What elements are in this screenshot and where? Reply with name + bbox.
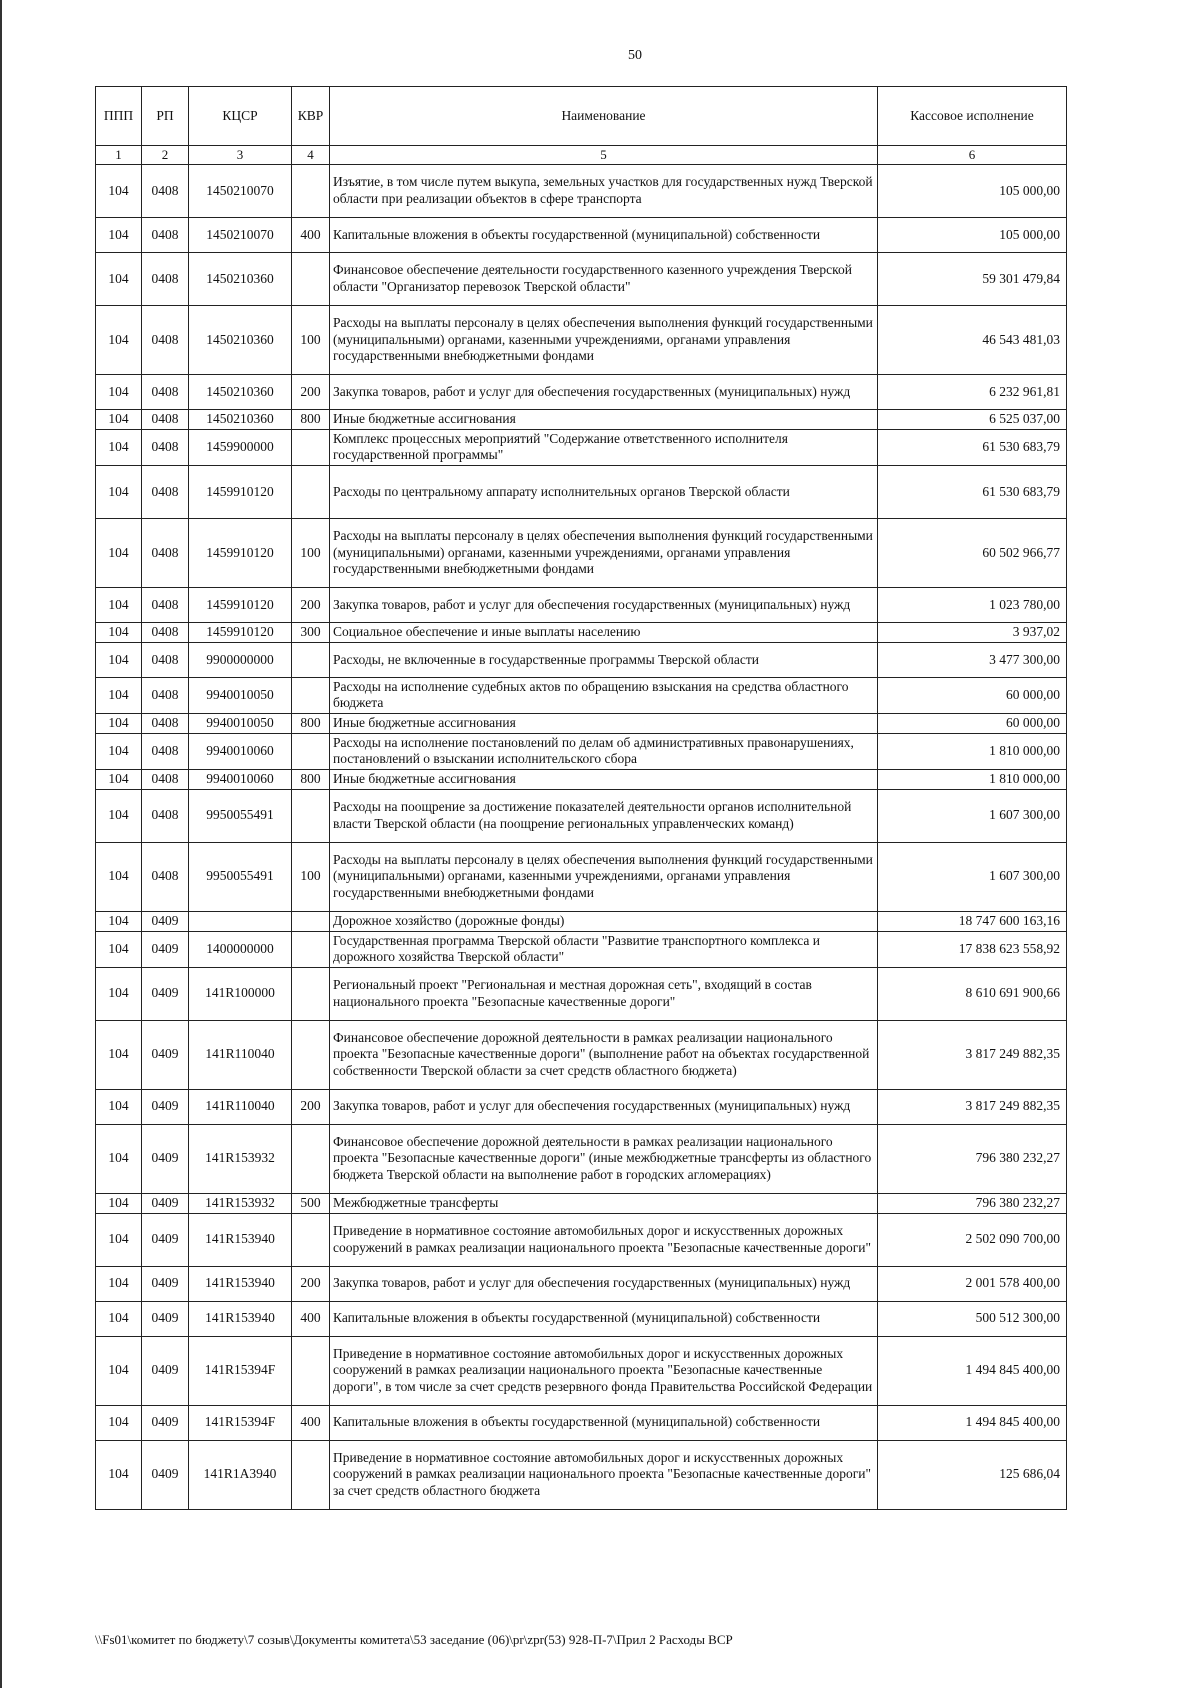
header-rp: РП [142, 87, 189, 146]
header-number: 3 [189, 146, 292, 165]
cell-kcsr: 141R153940 [189, 1213, 292, 1266]
table-row [96, 931, 1067, 967]
cell-rp: 0408 [142, 713, 189, 733]
cell-sum: 8 610 691 900,66 [878, 967, 1067, 1020]
cell-kcsr: 1450210360 [189, 252, 292, 305]
cell-kcsr: 9950055491 [189, 789, 292, 842]
cell-ppp: 104 [96, 1266, 142, 1301]
cell-kvr [292, 1124, 330, 1193]
table-row [96, 967, 1067, 1020]
cell-sum: 796 380 232,27 [878, 1124, 1067, 1193]
cell-kcsr: 1450210070 [189, 217, 292, 252]
table-body [96, 164, 1067, 1509]
cell-sum: 3 937,02 [878, 622, 1067, 642]
cell-sum: 796 380 232,27 [878, 1193, 1067, 1213]
cell-name: Социальное обеспечение и иные выплаты населению [330, 622, 878, 642]
cell-ppp: 104 [96, 1193, 142, 1213]
cell-kcsr: 9940010050 [189, 677, 292, 713]
cell-kcsr: 1400000000 [189, 931, 292, 967]
table-row [96, 518, 1067, 587]
cell-kvr [292, 429, 330, 465]
cell-kvr [292, 931, 330, 967]
cell-kvr [292, 1336, 330, 1405]
cell-kcsr: 141R153940 [189, 1301, 292, 1336]
cell-name: Закупка товаров, работ и услуг для обеспечения государственных (муниципальных) нужд [330, 587, 878, 622]
cell-kcsr: 1450210360 [189, 305, 292, 374]
cell-name: Расходы на выплаты персоналу в целях обеспечения выполнения функций государственными (муниципальными) органами, казенными учреждениями, органами управления государственными внебюджетными фондами [330, 842, 878, 911]
cell-rp: 0409 [142, 1266, 189, 1301]
table-row [96, 1124, 1067, 1193]
cell-sum: 6 525 037,00 [878, 409, 1067, 429]
cell-rp: 0409 [142, 1124, 189, 1193]
cell-sum: 60 502 966,77 [878, 518, 1067, 587]
cell-sum: 46 543 481,03 [878, 305, 1067, 374]
cell-rp: 0408 [142, 789, 189, 842]
cell-sum: 1 607 300,00 [878, 842, 1067, 911]
cell-name: Расходы на исполнение судебных актов по обращению взыскания на средства областного бюджета [330, 677, 878, 713]
cell-ppp: 104 [96, 252, 142, 305]
cell-ppp: 104 [96, 967, 142, 1020]
cell-name: Финансовое обеспечение дорожной деятельности в рамках реализации национального проекта "Безопасные качественные дороги" (выполнение работ на объектах государственной собственности Тверской области за счет средств областного бюджета) [330, 1020, 878, 1089]
cell-kvr: 100 [292, 842, 330, 911]
table-row [96, 1089, 1067, 1124]
budget-table-container [95, 86, 1066, 1510]
cell-name: Капитальные вложения в объекты государственной (муниципальной) собственности [330, 1301, 878, 1336]
table-row [96, 305, 1067, 374]
cell-sum: 105 000,00 [878, 217, 1067, 252]
cell-sum: 1 810 000,00 [878, 733, 1067, 769]
table-row [96, 465, 1067, 518]
cell-ppp: 104 [96, 1405, 142, 1440]
table-row [96, 1213, 1067, 1266]
cell-sum: 1 494 845 400,00 [878, 1336, 1067, 1405]
cell-kvr: 800 [292, 713, 330, 733]
table-row [96, 1336, 1067, 1405]
cell-rp: 0408 [142, 622, 189, 642]
cell-kcsr: 1450210360 [189, 409, 292, 429]
cell-sum: 61 530 683,79 [878, 429, 1067, 465]
cell-ppp: 104 [96, 518, 142, 587]
cell-kcsr: 1459910120 [189, 465, 292, 518]
cell-ppp: 104 [96, 769, 142, 789]
cell-name: Иные бюджетные ассигнования [330, 713, 878, 733]
header-row [96, 87, 1067, 146]
cell-name: Капитальные вложения в объекты государственной (муниципальной) собственности [330, 1405, 878, 1440]
header-number: 2 [142, 146, 189, 165]
cell-ppp: 104 [96, 429, 142, 465]
cell-sum: 6 232 961,81 [878, 374, 1067, 409]
cell-rp: 0409 [142, 1440, 189, 1509]
cell-kcsr: 1450210070 [189, 164, 292, 217]
cell-name: Расходы по центральному аппарату исполнительных органов Тверской области [330, 465, 878, 518]
table-row [96, 842, 1067, 911]
header-number: 1 [96, 146, 142, 165]
cell-kcsr: 1459910120 [189, 587, 292, 622]
cell-rp: 0408 [142, 409, 189, 429]
table-row [96, 642, 1067, 677]
cell-sum: 61 530 683,79 [878, 465, 1067, 518]
cell-name: Приведение в нормативное состояние автомобильных дорог и искусственных дорожных сооружений в рамках реализации национального проекта "Безопасные качественные дороги" за счет средств областного бюджета [330, 1440, 878, 1509]
table-row [96, 1301, 1067, 1336]
cell-rp: 0409 [142, 967, 189, 1020]
budget-expenditure-table [95, 86, 1067, 1510]
cell-sum: 60 000,00 [878, 713, 1067, 733]
cell-sum: 1 494 845 400,00 [878, 1405, 1067, 1440]
cell-name: Закупка товаров, работ и услуг для обеспечения государственных (муниципальных) нужд [330, 1089, 878, 1124]
header-cash-execution: Кассовое исполнение [878, 87, 1067, 146]
table-row [96, 409, 1067, 429]
header-kcsr: КЦСР [189, 87, 292, 146]
cell-kvr: 400 [292, 217, 330, 252]
cell-name: Иные бюджетные ассигнования [330, 409, 878, 429]
cell-kvr: 500 [292, 1193, 330, 1213]
footer-file-path: \\Fs01\комитет по бюджету\7 созыв\Документы комитета\53 заседание (06)\pr\zpr(53) 928-П-7\Прил 2 Расходы ВСР [95, 1632, 733, 1647]
cell-rp: 0408 [142, 429, 189, 465]
cell-ppp: 104 [96, 217, 142, 252]
header-number: 5 [330, 146, 878, 165]
cell-name: Дорожное хозяйство (дорожные фонды) [330, 911, 878, 931]
table-row [96, 1193, 1067, 1213]
cell-sum: 17 838 623 558,92 [878, 931, 1067, 967]
cell-kvr [292, 164, 330, 217]
cell-rp: 0409 [142, 1336, 189, 1405]
cell-rp: 0408 [142, 733, 189, 769]
table-row [96, 252, 1067, 305]
cell-ppp: 104 [96, 1301, 142, 1336]
header-number-row [96, 146, 1067, 165]
cell-sum: 3 817 249 882,35 [878, 1020, 1067, 1089]
cell-name: Изъятие, в том числе путем выкупа, земельных участков для государственных нужд Тверской области при реализации объектов в сфере транспорта [330, 164, 878, 217]
cell-ppp: 104 [96, 677, 142, 713]
cell-sum: 60 000,00 [878, 677, 1067, 713]
cell-ppp: 104 [96, 374, 142, 409]
cell-rp: 0409 [142, 911, 189, 931]
cell-rp: 0408 [142, 465, 189, 518]
cell-kvr [292, 642, 330, 677]
cell-name: Расходы на поощрение за достижение показателей деятельности органов исполнительной власти Тверской области (на поощрение региональных управленческих команд) [330, 789, 878, 842]
cell-kcsr [189, 911, 292, 931]
cell-kvr: 800 [292, 769, 330, 789]
cell-name: Государственная программа Тверской области "Развитие транспортного комплекса и дорожного хозяйства Тверской области" [330, 931, 878, 967]
cell-rp: 0409 [142, 1020, 189, 1089]
cell-name: Иные бюджетные ассигнования [330, 769, 878, 789]
cell-kvr [292, 789, 330, 842]
header-number: 6 [878, 146, 1067, 165]
cell-name: Региональный проект "Региональная и местная дорожная сеть", входящий в состав национального проекта "Безопасные качественные дороги" [330, 967, 878, 1020]
cell-sum: 1 810 000,00 [878, 769, 1067, 789]
cell-kcsr: 9940010060 [189, 769, 292, 789]
table-row [96, 733, 1067, 769]
cell-name: Расходы на выплаты персоналу в целях обеспечения выполнения функций государственными (муниципальными) органами, казенными учреждениями, органами управления государственными внебюджетными фондами [330, 305, 878, 374]
cell-kvr [292, 1020, 330, 1089]
table-row [96, 713, 1067, 733]
table-row [96, 1405, 1067, 1440]
cell-kvr [292, 677, 330, 713]
cell-kcsr: 9950055491 [189, 842, 292, 911]
cell-ppp: 104 [96, 1440, 142, 1509]
cell-rp: 0408 [142, 374, 189, 409]
cell-kcsr: 141R100000 [189, 967, 292, 1020]
cell-kvr: 800 [292, 409, 330, 429]
cell-ppp: 104 [96, 789, 142, 842]
cell-kvr [292, 967, 330, 1020]
cell-kcsr: 141R15394F [189, 1336, 292, 1405]
cell-kvr: 100 [292, 305, 330, 374]
table-row [96, 217, 1067, 252]
cell-rp: 0408 [142, 769, 189, 789]
cell-name: Закупка товаров, работ и услуг для обеспечения государственных (муниципальных) нужд [330, 1266, 878, 1301]
table-row [96, 374, 1067, 409]
header-ppp: ППП [96, 87, 142, 146]
cell-kvr [292, 252, 330, 305]
cell-sum: 2 502 090 700,00 [878, 1213, 1067, 1266]
cell-sum: 18 747 600 163,16 [878, 911, 1067, 931]
cell-ppp: 104 [96, 1213, 142, 1266]
cell-kvr: 400 [292, 1301, 330, 1336]
cell-name: Капитальные вложения в объекты государственной (муниципальной) собственности [330, 217, 878, 252]
cell-sum: 125 686,04 [878, 1440, 1067, 1509]
table-row [96, 677, 1067, 713]
cell-name: Комплекс процессных мероприятий "Содержание ответственного исполнителя государственной программы" [330, 429, 878, 465]
table-row [96, 164, 1067, 217]
cell-sum: 3 477 300,00 [878, 642, 1067, 677]
cell-ppp: 104 [96, 733, 142, 769]
cell-kvr: 200 [292, 1089, 330, 1124]
cell-kvr: 200 [292, 374, 330, 409]
table-row [96, 769, 1067, 789]
header-number: 4 [292, 146, 330, 165]
cell-rp: 0408 [142, 518, 189, 587]
cell-rp: 0408 [142, 587, 189, 622]
cell-kvr: 200 [292, 1266, 330, 1301]
cell-sum: 1 023 780,00 [878, 587, 1067, 622]
cell-name: Расходы, не включенные в государственные программы Тверской области [330, 642, 878, 677]
cell-name: Приведение в нормативное состояние автомобильных дорог и искусственных дорожных сооружений в рамках реализации национального проекта "Безопасные качественные дороги", в том числе за счет средств резервного фонда Правительства Российской Федерации [330, 1336, 878, 1405]
cell-sum: 1 607 300,00 [878, 789, 1067, 842]
cell-kvr [292, 465, 330, 518]
cell-kcsr: 9900000000 [189, 642, 292, 677]
cell-rp: 0408 [142, 217, 189, 252]
cell-ppp: 104 [96, 911, 142, 931]
cell-name: Приведение в нормативное состояние автомобильных дорог и искусственных дорожных сооружений в рамках реализации национального проекта "Безопасные качественные дороги" [330, 1213, 878, 1266]
cell-sum: 59 301 479,84 [878, 252, 1067, 305]
cell-kvr: 200 [292, 587, 330, 622]
cell-kcsr: 141R153932 [189, 1193, 292, 1213]
header-name: Наименование [330, 87, 878, 146]
cell-kcsr: 1450210360 [189, 374, 292, 409]
cell-rp: 0409 [142, 1213, 189, 1266]
cell-ppp: 104 [96, 164, 142, 217]
cell-kcsr: 9940010050 [189, 713, 292, 733]
cell-kcsr: 141R1A3940 [189, 1440, 292, 1509]
cell-kcsr: 141R110040 [189, 1089, 292, 1124]
table-row [96, 911, 1067, 931]
header-kvr: КВР [292, 87, 330, 146]
cell-name: Расходы на выплаты персоналу в целях обеспечения выполнения функций государственными (муниципальными) органами, казенными учреждениями, органами управления государственными внебюджетными фондами [330, 518, 878, 587]
cell-name: Закупка товаров, работ и услуг для обеспечения государственных (муниципальных) нужд [330, 374, 878, 409]
cell-sum: 3 817 249 882,35 [878, 1089, 1067, 1124]
cell-ppp: 104 [96, 1336, 142, 1405]
cell-rp: 0409 [142, 1089, 189, 1124]
cell-rp: 0408 [142, 677, 189, 713]
cell-rp: 0408 [142, 305, 189, 374]
cell-rp: 0409 [142, 1405, 189, 1440]
cell-ppp: 104 [96, 409, 142, 429]
cell-kcsr: 1459910120 [189, 622, 292, 642]
table-row [96, 789, 1067, 842]
cell-name: Финансовое обеспечение деятельности государственного казенного учреждения Тверской области "Организатор перевозок Тверской области" [330, 252, 878, 305]
cell-rp: 0409 [142, 1193, 189, 1213]
cell-sum: 500 512 300,00 [878, 1301, 1067, 1336]
cell-sum: 105 000,00 [878, 164, 1067, 217]
cell-ppp: 104 [96, 842, 142, 911]
cell-kvr [292, 911, 330, 931]
page-number: 50 [628, 48, 642, 63]
cell-kvr [292, 1213, 330, 1266]
cell-ppp: 104 [96, 642, 142, 677]
table-row [96, 1020, 1067, 1089]
cell-name: Межбюджетные трансферты [330, 1193, 878, 1213]
table-row [96, 1266, 1067, 1301]
cell-rp: 0409 [142, 931, 189, 967]
table-row [96, 587, 1067, 622]
cell-kcsr: 1459910120 [189, 518, 292, 587]
cell-name: Расходы на исполнение постановлений по делам об административных правонарушениях, постановлений о взыскании исполнительского сбора [330, 733, 878, 769]
cell-sum: 2 001 578 400,00 [878, 1266, 1067, 1301]
cell-rp: 0408 [142, 252, 189, 305]
cell-rp: 0408 [142, 164, 189, 217]
cell-name: Финансовое обеспечение дорожной деятельности в рамках реализации национального проекта "Безопасные качественные дороги" (иные межбюджетные трансферты из областного бюджета Тверской области на выполнение работ в городских агломерациях) [330, 1124, 878, 1193]
cell-kvr [292, 1440, 330, 1509]
cell-rp: 0408 [142, 842, 189, 911]
cell-ppp: 104 [96, 622, 142, 642]
cell-kvr: 300 [292, 622, 330, 642]
cell-ppp: 104 [96, 1020, 142, 1089]
cell-ppp: 104 [96, 1089, 142, 1124]
cell-rp: 0408 [142, 642, 189, 677]
cell-rp: 0409 [142, 1301, 189, 1336]
cell-ppp: 104 [96, 587, 142, 622]
cell-kcsr: 9940010060 [189, 733, 292, 769]
cell-kcsr: 141R153932 [189, 1124, 292, 1193]
cell-kvr [292, 733, 330, 769]
cell-ppp: 104 [96, 713, 142, 733]
cell-kcsr: 141R110040 [189, 1020, 292, 1089]
table-row [96, 1440, 1067, 1509]
table-row [96, 622, 1067, 642]
table-row [96, 429, 1067, 465]
cell-ppp: 104 [96, 1124, 142, 1193]
cell-kvr: 100 [292, 518, 330, 587]
cell-ppp: 104 [96, 305, 142, 374]
cell-ppp: 104 [96, 931, 142, 967]
cell-kcsr: 141R153940 [189, 1266, 292, 1301]
cell-kcsr: 1459900000 [189, 429, 292, 465]
cell-kvr: 400 [292, 1405, 330, 1440]
cell-ppp: 104 [96, 465, 142, 518]
cell-kcsr: 141R15394F [189, 1405, 292, 1440]
